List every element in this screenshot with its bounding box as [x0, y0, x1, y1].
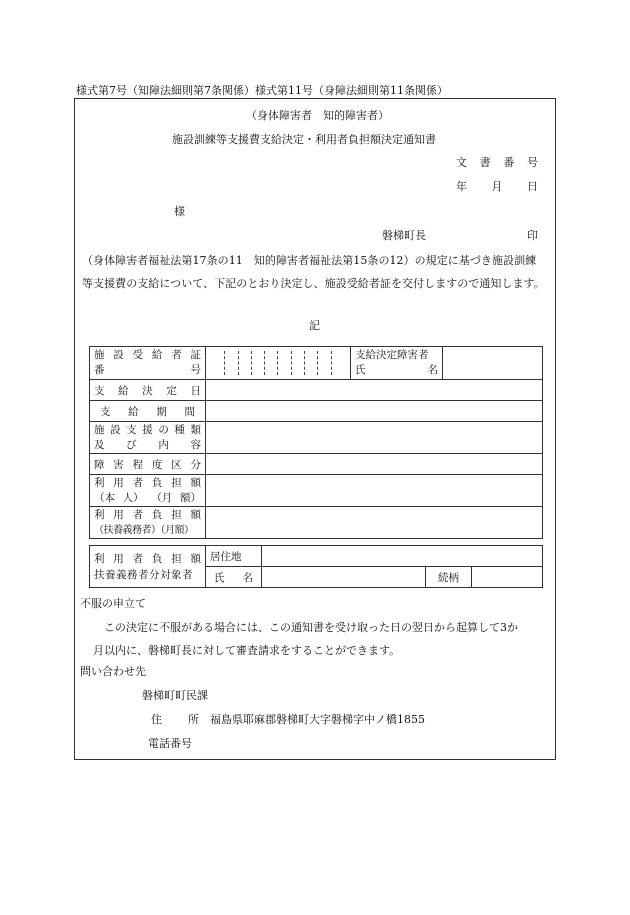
payment-date-label: 支 給 決 定 日	[90, 380, 206, 401]
appeal-heading: 不服の申立て	[80, 597, 146, 610]
relation-field[interactable]	[472, 567, 543, 588]
body-paragraph: （身体障害者福祉法第17条の11 知的障害者福祉法第15条の12）の規定に基づき施設訓練等支援費の支給について、下記のとおり決定し、施設受給者証を交付しますので通知します。	[82, 254, 545, 290]
appeal-text-line2: 月以内に、磐梯町長に対して審査請求をすることができます。	[93, 644, 401, 657]
name-field[interactable]	[262, 567, 426, 588]
payment-date-field[interactable]	[206, 380, 543, 401]
user-burden-supporter-label: 利 用 者 負 担 額 （扶養義務者）（月額）	[90, 507, 206, 539]
ki-heading: 記	[309, 319, 320, 332]
address-field[interactable]	[262, 546, 543, 567]
category-line: （身体障害者 知的障害者）	[246, 109, 389, 122]
contact-heading: 問い合わせ先	[80, 665, 146, 678]
appeal-text-line1: この決定に不服がある場合には、この通知書を受け取った日の翌日から起算して3か	[104, 621, 518, 634]
addressee-suffix: 様	[174, 205, 185, 218]
user-burden-supporter-field[interactable]	[206, 507, 543, 539]
support-type-field[interactable]	[206, 422, 543, 454]
support-type-label: 施 設 支 援 の 種 類 及 び 内 容	[90, 422, 206, 454]
decision-person-label: 支給決定障害者 氏 名	[351, 347, 443, 380]
contact-address: 福島県耶麻郡磐梯町大字磐梯字中ノ橋1855	[210, 713, 425, 726]
decision-person-field[interactable]	[443, 347, 543, 380]
disability-level-label: 障 害 程 度 区 分	[90, 454, 206, 475]
payment-period-label: 支 給 期 間	[90, 401, 206, 422]
decision-table	[89, 346, 543, 539]
user-burden-self-label: 利 用 者 負 担 額 （本 人） （月 額）	[90, 475, 206, 507]
address-label: 居住地	[206, 546, 262, 567]
disability-level-field[interactable]	[206, 454, 543, 475]
supporter-table	[89, 545, 543, 588]
payment-period-field[interactable]	[206, 401, 543, 422]
cert-number-cells[interactable]	[206, 347, 351, 380]
cert-number-label: 施 設 受 給 者 証 番 号	[90, 347, 206, 380]
supporter-label: 利 用 者 負 担 額 扶養義務者分対象者	[90, 546, 206, 588]
contact-phone-label: 電話番号	[148, 737, 192, 750]
name-label: 氏 名	[206, 567, 262, 588]
relation-label: 続柄	[426, 567, 472, 588]
contact-dept: 磐梯町町民課	[142, 689, 208, 702]
contact-address-label: 住 所	[151, 713, 199, 726]
date-label: 年 月 日	[456, 180, 538, 193]
seal-mark: 印	[527, 229, 538, 242]
issuer: 磐梯町長	[382, 229, 426, 242]
doc-title: 施設訓練等支援費支給決定・利用者負担額決定通知書	[172, 133, 436, 146]
doc-number-label: 文 書 番 号	[456, 156, 538, 169]
user-burden-self-field[interactable]	[206, 475, 543, 507]
header-caption: 様式第7号（知障法細則第7条関係）様式第11号（身障法細則第11条関係）	[76, 84, 448, 97]
